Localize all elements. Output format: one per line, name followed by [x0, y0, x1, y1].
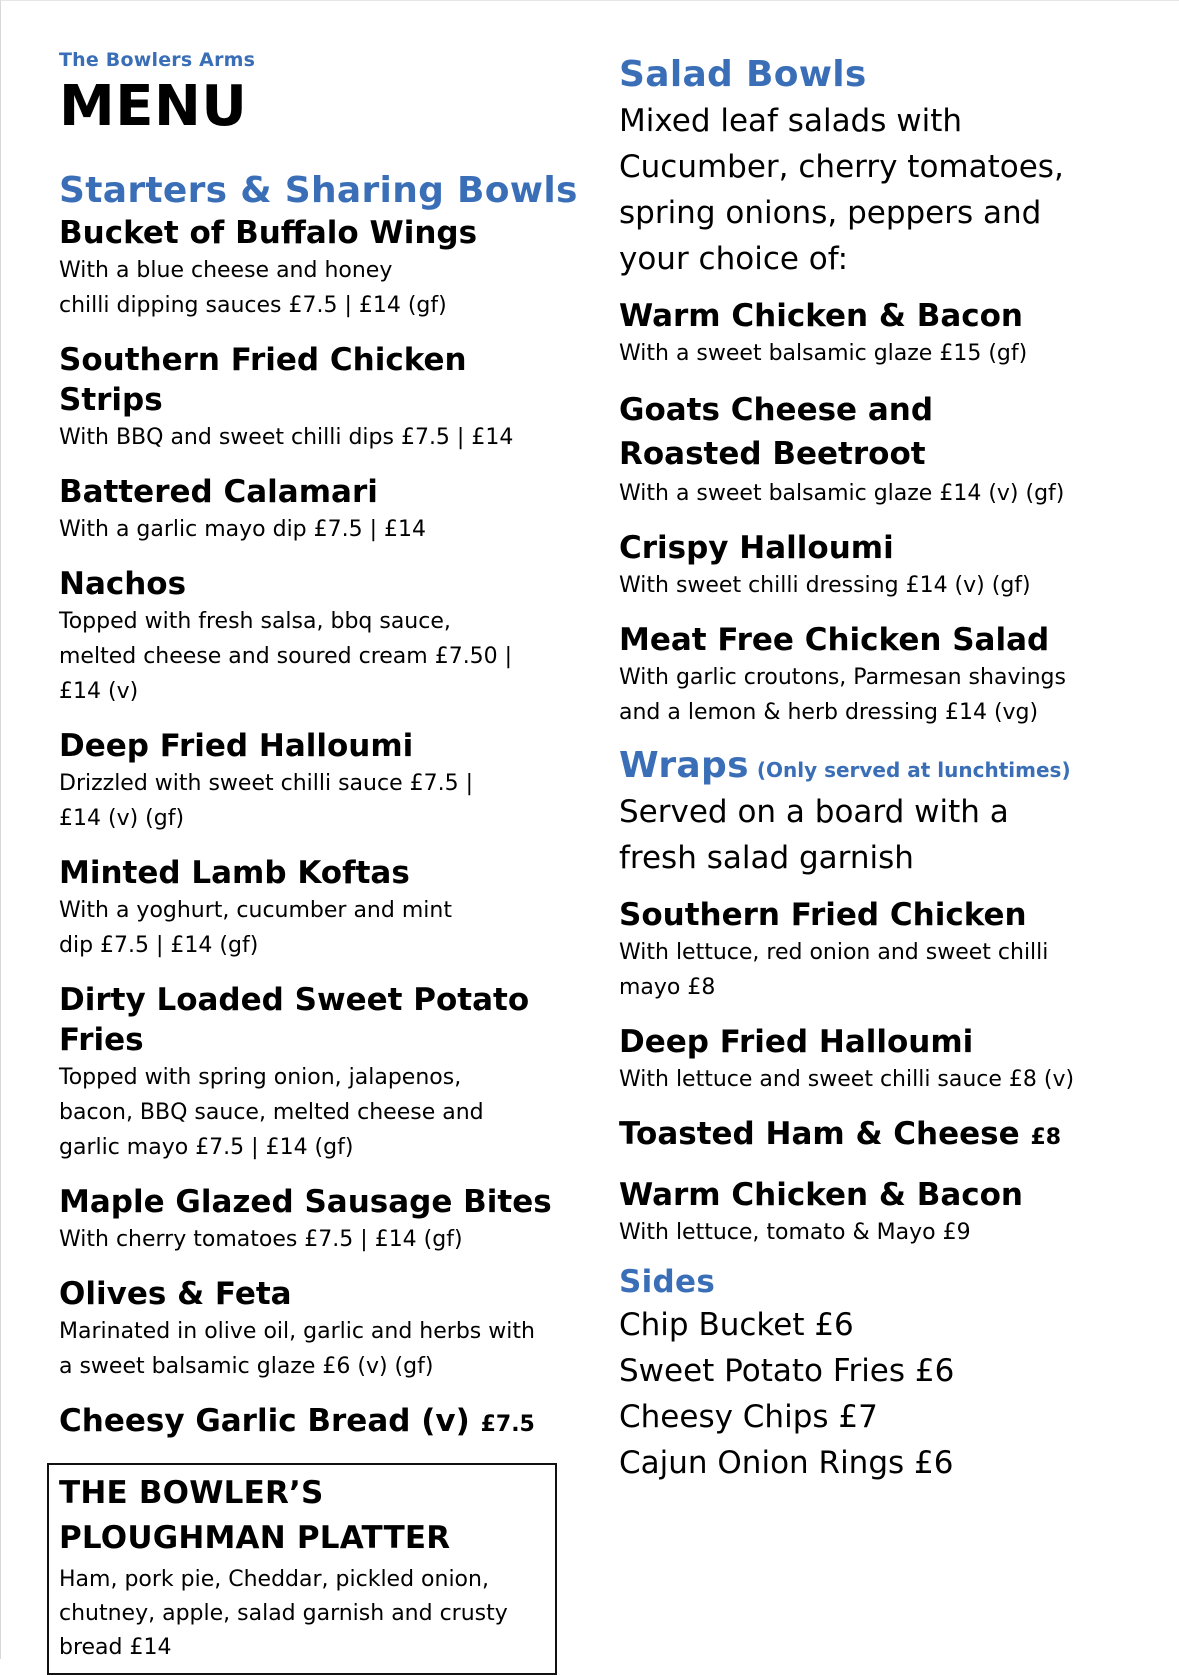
- wraps-note: (Only served at lunchtimes): [756, 758, 1071, 783]
- salads-intro: Mixed leaf salads with Cucumber, cherry tomatoes, spring onions, peppers and your choice of:: [619, 103, 1064, 278]
- menu-item: [59, 1401, 579, 1445]
- platter-description: Ham, pork pie, Cheddar, pickled onion, chutney, apple, salad garnish and crusty bread £14: [59, 1566, 508, 1660]
- item-name: Maple Glazed Sausage Bites: [59, 1183, 552, 1220]
- item-description: Drizzled with sweet chilli sauce £7.5 | £14 (v) (gf): [59, 770, 473, 831]
- item-name: Minted Lamb Koftas: [59, 854, 410, 891]
- item-description: With sweet chilli dressing £14 (v) (gf): [619, 573, 1031, 599]
- starters-section-title: Starters & Sharing Bowls: [59, 170, 578, 212]
- menu-item: [619, 528, 1139, 603]
- item-description: With BBQ and sweet chilli dips £7.5 | £14: [59, 424, 514, 450]
- sides-list: [619, 1302, 1139, 1486]
- item-description: With lettuce, tomato & Mayo £9: [619, 1220, 971, 1246]
- menu-item: [619, 1175, 1139, 1250]
- item-name-text: Toasted Ham & Cheese: [619, 1116, 1020, 1153]
- item-description: Topped with spring onion, jalapenos, bacon, BBQ sauce, melted cheese and garlic mayo £7.5 | £14 (gf): [59, 1064, 484, 1160]
- salads-section-title: Salad Bowls: [619, 54, 867, 95]
- sides-section-title: Sides: [619, 1264, 716, 1301]
- brand-name: The Bowlers Arms: [59, 49, 256, 71]
- wraps-title-text: Wraps: [619, 745, 749, 787]
- list-item: Cheesy Chips £7: [619, 1398, 878, 1435]
- list-item: Chip Bucket £6: [619, 1306, 854, 1343]
- menu-item: [619, 895, 1139, 1005]
- item-name: [59, 1401, 579, 1445]
- item-name: Southern Fried Chicken: [619, 897, 1027, 934]
- ploughman-platter-box: [47, 1463, 557, 1675]
- platter-title: THE BOWLER’S PLOUGHMAN PLATTER: [59, 1474, 451, 1556]
- right-column: [619, 53, 1139, 1486]
- list-item: Cajun Onion Rings £6: [619, 1444, 954, 1481]
- list-item: Sweet Potato Fries £6: [619, 1352, 955, 1389]
- item-description: With a blue cheese and honey chilli dipping sauces £7.5 | £14 (gf): [59, 257, 447, 318]
- item-name: Southern Fried Chicken Strips: [59, 341, 467, 418]
- menu-item: [59, 1182, 579, 1257]
- menu-item: [59, 1274, 579, 1384]
- item-description: With a sweet balsamic glaze £14 (v) (gf): [619, 481, 1065, 507]
- item-description: Topped with fresh salsa, bbq sauce, melted cheese and soured cream £7.50 | £14 (v): [59, 608, 513, 704]
- item-price: £7.5: [480, 1411, 535, 1437]
- item-name: Warm Chicken & Bacon: [619, 1177, 1023, 1214]
- item-name: Olives & Feta: [59, 1275, 292, 1312]
- item-description: With a sweet balsamic glaze £15 (gf): [619, 341, 1028, 367]
- page-title: MENU: [59, 74, 248, 139]
- item-description: With lettuce, red onion and sweet chilli mayo £8: [619, 940, 1049, 1001]
- menu-item: [619, 620, 1139, 730]
- item-name: Meat Free Chicken Salad: [619, 622, 1050, 659]
- menu-item: [59, 564, 579, 709]
- menu-item: [619, 296, 1139, 371]
- item-name-text: Cheesy Garlic Bread (v): [59, 1402, 470, 1439]
- menu-item: [59, 853, 579, 963]
- item-price: £8: [1030, 1125, 1062, 1151]
- item-description: With a yoghurt, cucumber and mint dip £7.5 | £14 (gf): [59, 897, 452, 958]
- item-name: Deep Fried Halloumi: [59, 727, 414, 764]
- item-description: With lettuce and sweet chilli sauce £8 (v): [619, 1067, 1075, 1093]
- item-name: [619, 1114, 1139, 1158]
- menu-item: [59, 472, 579, 547]
- menu-item: [59, 340, 579, 455]
- wraps-intro: Served on a board with a fresh salad garnish: [619, 794, 1009, 877]
- menu-item: [619, 1022, 1139, 1097]
- menu-item: [59, 213, 579, 323]
- item-name: Nachos: [59, 565, 187, 602]
- wraps-section-title: [619, 744, 1139, 787]
- menu-item: [59, 726, 579, 836]
- item-name: Dirty Loaded Sweet Potato Fries: [59, 981, 530, 1058]
- menu-item: [619, 388, 1139, 511]
- item-name: Deep Fried Halloumi: [619, 1024, 974, 1061]
- item-description: With garlic croutons, Parmesan shavings and a lemon & herb dressing £14 (vg): [619, 665, 1066, 726]
- menu-item: [619, 1114, 1139, 1158]
- item-name: Battered Calamari: [59, 473, 378, 510]
- item-name: Crispy Halloumi: [619, 530, 894, 567]
- item-name: Goats Cheese and Roasted Beetroot: [619, 392, 934, 473]
- item-description: Marinated in olive oil, garlic and herbs with a sweet balsamic glaze £6 (v) (gf): [59, 1318, 535, 1379]
- menu-item: [59, 980, 579, 1165]
- item-description: With cherry tomatoes £7.5 | £14 (gf): [59, 1226, 463, 1252]
- item-name: Warm Chicken & Bacon: [619, 298, 1023, 335]
- item-name: Bucket of Buffalo Wings: [59, 214, 478, 251]
- left-column: [59, 41, 579, 1675]
- item-description: With a garlic mayo dip £7.5 | £14: [59, 516, 427, 542]
